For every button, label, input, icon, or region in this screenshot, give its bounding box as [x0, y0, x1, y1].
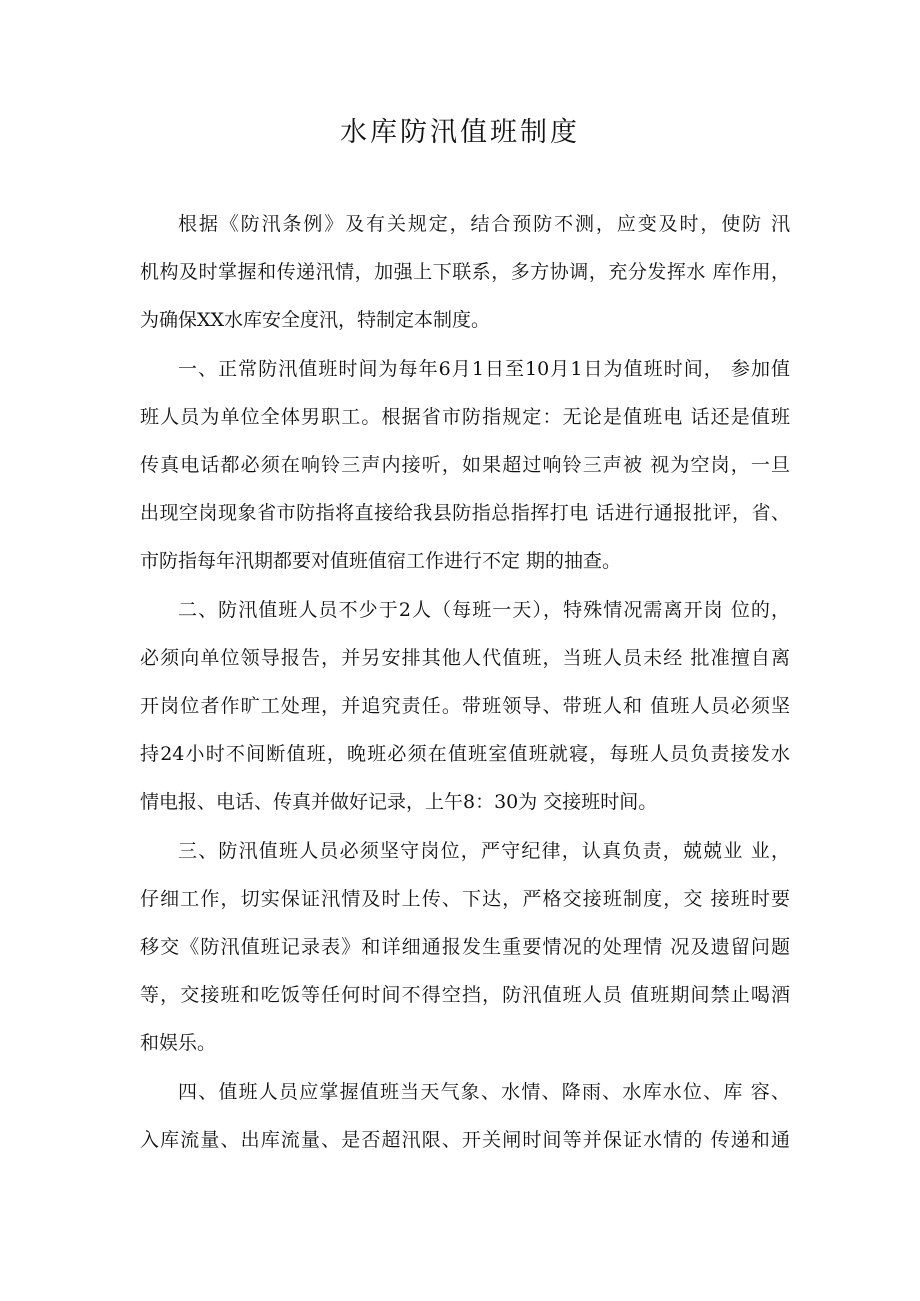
- paragraph-3-line-3: 开岗位者作旷工处理，并追究责任。带班领导、带班人和 值班人员必须坚: [140, 695, 790, 717]
- paragraph-2-line-3: 传真电话都必须在响铃三声内接听，如果超过响铃三声被 视为空岗，一旦: [140, 454, 790, 476]
- paragraph-5-line-2: 入库流量、出库流量、是否超汛限、开关闸时间等并保证水情的 传递和通: [140, 1129, 790, 1151]
- paragraph-4-line-5: 和娱乐。: [140, 1032, 217, 1054]
- paragraph-3-line-1: 二、防汛值班人员不少于2人（每班一天），特殊情况需离开岗 位的，: [178, 599, 790, 621]
- paragraph-2-line-2: 班人员为单位全体男职工。根据省市防指规定：无论是值班电 话还是值班: [140, 406, 790, 428]
- paragraph-4-line-1: 三、防汛值班人员必须坚守岗位，严守纪律，认真负责，兢兢业 业，: [178, 840, 790, 862]
- paragraph-3-line-2: 必须向单位领导报告，并另安排其他人代值班，当班人员未经 批准擅自离: [140, 647, 790, 669]
- paragraph-4-line-3: 移交《防汛值班记录表》和详细通报发生重要情况的处理情 况及遗留问题: [140, 936, 790, 958]
- paragraph-1-line-2: 机构及时掌握和传递汛情，加强上下联系，多方协调，充分发挥水 库作用，: [140, 261, 790, 283]
- paragraph-3-line-4: 持24小时不间断值班，晚班必须在值班室值班就寝，每班人员负责接发水: [140, 743, 790, 765]
- paragraph-3-line-5: 情电报、电话、传真并做好记录，上午8：30为 交接班时间。: [140, 791, 658, 813]
- paragraph-4-line-2: 仔细工作，切实保证汛情及时上传、下达，严格交接班制度，交 接班时要: [140, 888, 790, 910]
- paragraph-2-line-5: 市防指每年汛期都要对值班值宿工作进行不定 期的抽查。: [140, 550, 622, 572]
- paragraph-1-line-3: 为确保XX水库安全度汛，特制定本制度。: [140, 309, 491, 331]
- paragraph-2-line-4: 出现空岗现象省市防指将直接给我县防指总指挥打电 话进行通报批评，省、: [140, 502, 790, 524]
- paragraph-1-line-1: 根据《防汛条例》及有关规定，结合预防不测，应变及时，使防 汛: [178, 213, 790, 235]
- paragraph-5-line-1: 四、值班人员应掌握值班当天气象、水情、降雨、水库水位、库 容、: [178, 1081, 790, 1103]
- paragraph-4-line-4: 等，交接班和吃饭等任何时间不得空挡，防汛值班人员 值班期间禁止喝酒: [140, 984, 790, 1006]
- paragraph-2-line-1: 一、正常防汛值班时间为每年6月1日至10月1日为值班时间， 参加值: [178, 358, 790, 380]
- document-title: 水库防汛值班制度: [340, 117, 580, 148]
